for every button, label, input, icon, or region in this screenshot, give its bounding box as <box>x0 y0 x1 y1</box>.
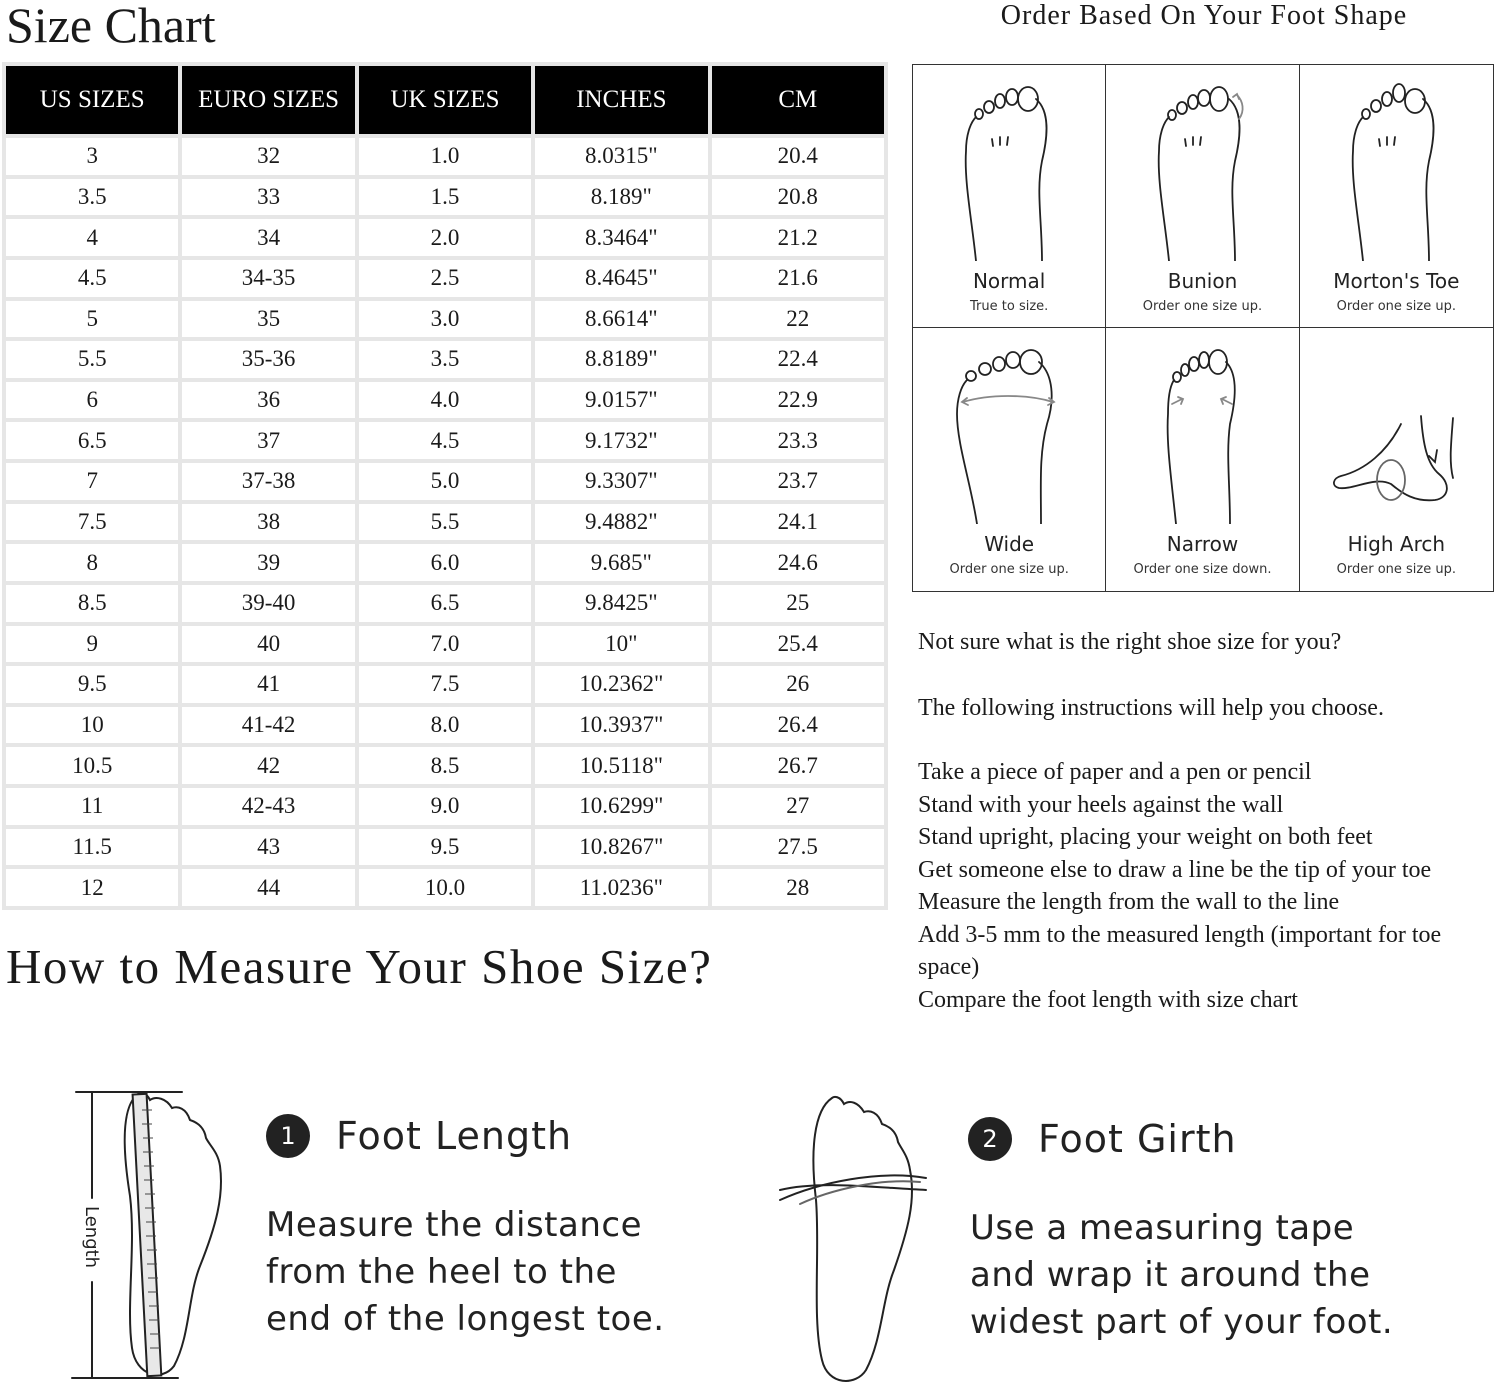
size-chart-cell: 38 <box>182 504 354 541</box>
size-chart-cell: 10.0 <box>359 869 531 906</box>
wide-foot-icon <box>949 344 1069 524</box>
instruction-step: Compare the foot length with size chart <box>918 986 1298 1013</box>
size-chart-cell: 26.4 <box>712 707 884 744</box>
size-chart-cell: 37-38 <box>182 463 354 500</box>
size-chart-cell: 32 <box>182 138 354 175</box>
size-chart-table-wrapper <box>2 62 888 910</box>
size-chart-cell: 4 <box>6 219 178 256</box>
size-chart-cell: 23.7 <box>712 463 884 500</box>
size-chart-row <box>6 382 884 419</box>
size-chart-column-header: US SIZES <box>6 66 178 134</box>
size-chart-cell: 9.4882" <box>535 504 707 541</box>
size-chart-column-header: CM <box>712 66 884 134</box>
size-chart-row <box>6 707 884 744</box>
size-chart-cell: 4.5 <box>6 260 178 297</box>
size-chart-cell: 9.3307" <box>535 463 707 500</box>
foot-shape-grid <box>912 64 1494 592</box>
size-chart-cell: 3.5 <box>6 179 178 216</box>
step-number-badge: 1 <box>266 1114 310 1158</box>
foot-length-icon <box>60 1086 250 1386</box>
size-instructions <box>918 626 1498 1016</box>
size-chart-body <box>6 138 884 906</box>
size-chart-row <box>6 138 884 175</box>
size-chart-cell: 24.6 <box>712 544 884 581</box>
size-chart-cell: 8.5 <box>6 585 178 622</box>
size-chart-cell: 3 <box>6 138 178 175</box>
size-chart-cell: 6.5 <box>6 422 178 459</box>
instruction-step: Measure the length from the wall to the line <box>918 889 1340 915</box>
instruction-step: Add 3-5 mm to the measured length (important for toe space) <box>918 921 1442 980</box>
instructions-helper: The following instructions will help you choose. <box>918 694 1384 721</box>
foot-shape-advice: Order one size up. <box>949 562 1069 577</box>
size-chart-row <box>6 626 884 663</box>
foot-shape-name: Narrow <box>1166 532 1239 556</box>
size-chart-cell: 27 <box>712 788 884 825</box>
size-chart-cell: 5.5 <box>6 341 178 378</box>
size-chart-cell: 37 <box>182 422 354 459</box>
size-chart-cell: 9.5 <box>359 829 531 866</box>
foot-length-description: Measure the distance from the heel to the end of the longest toe. <box>266 1205 665 1339</box>
size-chart-cell: 36 <box>182 382 354 419</box>
size-chart-cell: 2.0 <box>359 219 531 256</box>
size-chart-cell: 7 <box>6 463 178 500</box>
foot-shape-advice: Order one size up. <box>1336 562 1456 577</box>
instructions-steps <box>918 756 1498 1016</box>
size-chart-cell: 44 <box>182 869 354 906</box>
size-chart-cell: 7.5 <box>359 666 531 703</box>
foot-shape-name: Morton's Toe <box>1333 269 1460 293</box>
size-chart-cell: 9.5 <box>6 666 178 703</box>
size-chart-cell: 21.2 <box>712 219 884 256</box>
size-chart-cell: 8.4645" <box>535 260 707 297</box>
size-chart-cell: 11.0236" <box>535 869 707 906</box>
size-chart-cell: 28 <box>712 869 884 906</box>
foot-girth-figure <box>770 1090 940 1395</box>
foot-shape-title: Order Based On Your Foot Shape <box>1000 0 1408 31</box>
instructions-question: Not sure what is the right shoe size for you? <box>918 629 1342 655</box>
size-chart-cell: 20.8 <box>712 179 884 216</box>
foot-length-figure <box>60 1086 250 1391</box>
size-chart-cell: 39 <box>182 544 354 581</box>
size-chart-cell: 11 <box>6 788 178 825</box>
size-chart-cell: 8.8189" <box>535 341 707 378</box>
foot-shape-mortons-toe <box>1300 65 1493 328</box>
size-chart-row <box>6 504 884 541</box>
size-chart-cell: 8.3464" <box>535 219 707 256</box>
size-chart-cell: 11.5 <box>6 829 178 866</box>
size-chart-cell: 5.5 <box>359 504 531 541</box>
foot-shape-advice: Order one size up. <box>1336 299 1456 314</box>
size-chart-cell: 42-43 <box>182 788 354 825</box>
size-chart-cell: 7.5 <box>6 504 178 541</box>
size-chart-cell: 8.5 <box>359 747 531 784</box>
foot-girth-description: Use a measuring tape and wrap it around the widest part of your foot. <box>970 1208 1394 1342</box>
size-chart-cell: 2.5 <box>359 260 531 297</box>
foot-shape-name: Wide <box>984 532 1035 556</box>
size-chart-cell: 6 <box>6 382 178 419</box>
foot-shape-name: High Arch <box>1347 532 1446 556</box>
size-chart-row <box>6 666 884 703</box>
foot-shape-advice: Order one size down. <box>1133 562 1272 577</box>
size-chart-row <box>6 869 884 906</box>
size-chart-cell: 8.0315" <box>535 138 707 175</box>
size-chart-cell: 4.5 <box>359 422 531 459</box>
size-chart-column-header: UK SIZES <box>359 66 531 134</box>
size-chart-cell: 22.9 <box>712 382 884 419</box>
size-chart-cell: 39-40 <box>182 585 354 622</box>
size-chart-cell: 21.6 <box>712 260 884 297</box>
size-chart-cell: 8.6614" <box>535 301 707 338</box>
instruction-step: Stand upright, placing your weight on both feet <box>918 824 1373 850</box>
foot-shape-wide <box>913 328 1106 591</box>
size-chart-cell: 34-35 <box>182 260 354 297</box>
size-chart-cell: 41-42 <box>182 707 354 744</box>
size-chart-cell: 9.0157" <box>535 382 707 419</box>
size-chart-cell: 9.8425" <box>535 585 707 622</box>
size-chart-cell: 35-36 <box>182 341 354 378</box>
size-chart-cell: 3.5 <box>359 341 531 378</box>
size-chart-cell: 26.7 <box>712 747 884 784</box>
size-chart-cell: 22 <box>712 301 884 338</box>
foot-length-heading <box>266 1114 572 1158</box>
high-arch-foot-icon <box>1331 344 1461 524</box>
size-chart-cell: 43 <box>182 829 354 866</box>
size-chart-cell: 10.2362" <box>535 666 707 703</box>
size-chart-cell: 33 <box>182 179 354 216</box>
instruction-step: Get someone else to draw a line be the tip of your toe <box>918 856 1432 883</box>
size-chart-row <box>6 301 884 338</box>
size-chart-cell: 10.3937" <box>535 707 707 744</box>
size-chart-title: Size Chart <box>6 0 216 53</box>
size-chart-header-row <box>6 66 884 134</box>
size-chart-cell: 5 <box>6 301 178 338</box>
size-chart-cell: 10" <box>535 626 707 663</box>
foot-girth-icon <box>770 1090 940 1390</box>
foot-shape-name: Normal <box>972 269 1046 293</box>
size-chart-column-header: INCHES <box>535 66 707 134</box>
instruction-step: Stand with your heels against the wall <box>918 791 1284 818</box>
size-chart-cell: 12 <box>6 869 178 906</box>
size-chart-cell: 9.685" <box>535 544 707 581</box>
size-chart-cell: 10.5118" <box>535 747 707 784</box>
narrow-foot-icon <box>1152 344 1252 524</box>
size-chart-cell: 22.4 <box>712 341 884 378</box>
size-chart-cell: 9 <box>6 626 178 663</box>
mortons-toe-foot-icon <box>1341 81 1451 261</box>
size-chart-cell: 8.189" <box>535 179 707 216</box>
size-chart-row <box>6 544 884 581</box>
size-chart-cell: 26 <box>712 666 884 703</box>
step-title: Foot Length <box>336 1114 573 1158</box>
foot-girth-heading <box>968 1117 1237 1161</box>
size-chart-cell: 9.0 <box>359 788 531 825</box>
size-chart-cell: 6.5 <box>359 585 531 622</box>
size-chart-row <box>6 179 884 216</box>
size-chart-cell: 41 <box>182 666 354 703</box>
size-chart-cell: 6.0 <box>359 544 531 581</box>
size-chart-row <box>6 341 884 378</box>
size-chart-cell: 10.8267" <box>535 829 707 866</box>
size-chart-cell: 25 <box>712 585 884 622</box>
size-chart-row <box>6 585 884 622</box>
size-chart-row <box>6 829 884 866</box>
size-chart-cell: 10.6299" <box>535 788 707 825</box>
size-chart-cell: 20.4 <box>712 138 884 175</box>
instruction-step: Take a piece of paper and a pen or pencil <box>918 759 1312 785</box>
size-chart-cell: 7.0 <box>359 626 531 663</box>
size-chart-cell: 8.0 <box>359 707 531 744</box>
size-chart-cell: 24.1 <box>712 504 884 541</box>
bunion-foot-icon <box>1147 81 1257 261</box>
foot-shape-bunion <box>1106 65 1299 328</box>
size-chart-row <box>6 463 884 500</box>
size-chart-cell: 25.4 <box>712 626 884 663</box>
normal-foot-icon <box>954 81 1064 261</box>
size-chart-cell: 9.1732" <box>535 422 707 459</box>
length-label: Length <box>81 1206 102 1269</box>
size-chart-cell: 1.5 <box>359 179 531 216</box>
size-chart-row <box>6 260 884 297</box>
size-chart-cell: 3.0 <box>359 301 531 338</box>
size-chart-row <box>6 747 884 784</box>
foot-shape-advice: True to size. <box>970 299 1049 314</box>
size-chart-cell: 8 <box>6 544 178 581</box>
size-chart-table <box>2 62 888 910</box>
size-chart-cell: 5.0 <box>359 463 531 500</box>
size-chart-cell: 23.3 <box>712 422 884 459</box>
size-chart-cell: 35 <box>182 301 354 338</box>
measure-title: How to Measure Your Shoe Size? <box>6 939 713 994</box>
size-chart-cell: 42 <box>182 747 354 784</box>
size-chart-row <box>6 219 884 256</box>
size-chart-cell: 1.0 <box>359 138 531 175</box>
step-title: Foot Girth <box>1038 1117 1237 1161</box>
size-chart-cell: 4.0 <box>359 382 531 419</box>
foot-shape-normal <box>913 65 1106 328</box>
foot-shape-narrow <box>1106 328 1299 591</box>
step-number-badge: 2 <box>968 1117 1012 1161</box>
size-chart-cell: 27.5 <box>712 829 884 866</box>
size-chart-row <box>6 422 884 459</box>
size-chart-cell: 40 <box>182 626 354 663</box>
size-chart-cell: 10 <box>6 707 178 744</box>
foot-shape-name: Bunion <box>1167 269 1238 293</box>
size-chart-row <box>6 788 884 825</box>
foot-shape-advice: Order one size up. <box>1142 299 1263 314</box>
size-chart-column-header: EURO SIZES <box>182 66 354 134</box>
size-chart-cell: 34 <box>182 219 354 256</box>
size-chart-cell: 10.5 <box>6 747 178 784</box>
foot-shape-high-arch <box>1300 328 1493 591</box>
